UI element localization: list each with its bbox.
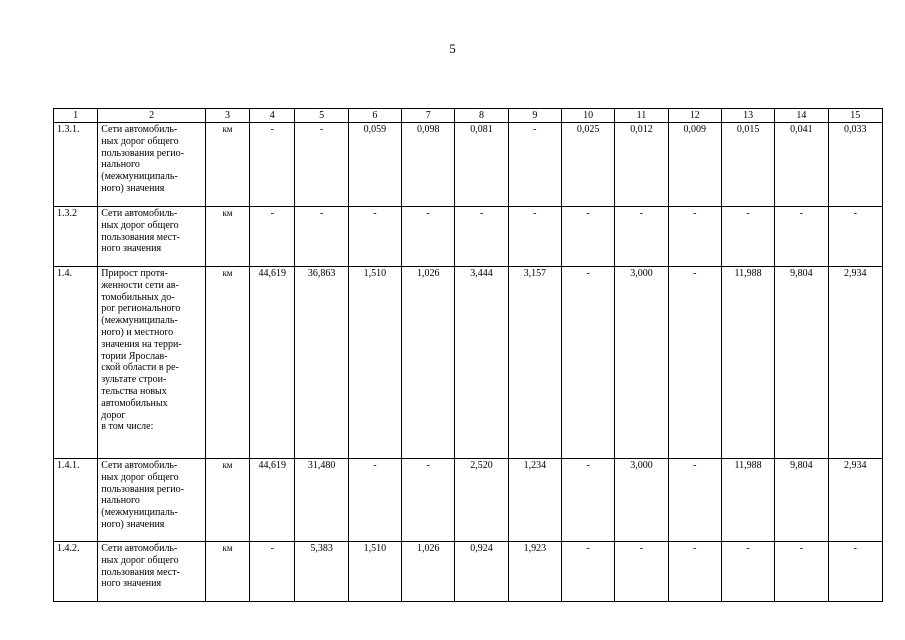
table-cell: 1,026 bbox=[402, 542, 455, 602]
table-cell: 36,863 bbox=[295, 267, 348, 459]
row-unit: км bbox=[205, 542, 249, 602]
table-cell: 0,924 bbox=[455, 542, 508, 602]
table-cell: 0,009 bbox=[668, 123, 721, 207]
table-cell: - bbox=[562, 542, 615, 602]
table-cell: - bbox=[508, 207, 561, 267]
table-cell: - bbox=[250, 542, 295, 602]
column-header: 3 bbox=[205, 109, 249, 123]
table-cell: 1,510 bbox=[348, 542, 401, 602]
row-name: Сети автомобиль- ных дорог общего пользования мест- ного значения bbox=[98, 207, 206, 267]
table-cell: 9,804 bbox=[775, 267, 828, 459]
table-cell: - bbox=[562, 207, 615, 267]
table-cell: 3,444 bbox=[455, 267, 508, 459]
column-header: 12 bbox=[668, 109, 721, 123]
table-cell: 0,081 bbox=[455, 123, 508, 207]
table-cell: - bbox=[615, 207, 668, 267]
column-header: 9 bbox=[508, 109, 561, 123]
table-cell: 11,988 bbox=[721, 267, 774, 459]
column-header: 7 bbox=[402, 109, 455, 123]
table-cell: - bbox=[562, 459, 615, 542]
table-cell: 3,000 bbox=[615, 267, 668, 459]
table-cell: - bbox=[455, 207, 508, 267]
column-header: 10 bbox=[562, 109, 615, 123]
table-cell: - bbox=[775, 207, 828, 267]
column-header: 2 bbox=[98, 109, 206, 123]
table-cell: 9,804 bbox=[775, 459, 828, 542]
table-cell: - bbox=[721, 542, 774, 602]
table-row bbox=[54, 542, 883, 602]
table-cell: 0,098 bbox=[402, 123, 455, 207]
table-cell: - bbox=[348, 207, 401, 267]
row-code: 1.4.1. bbox=[54, 459, 98, 542]
table-cell: 1,510 bbox=[348, 267, 401, 459]
row-unit: км bbox=[205, 267, 249, 459]
table-cell: 0,033 bbox=[828, 123, 882, 207]
table-cell: - bbox=[348, 459, 401, 542]
table-cell: - bbox=[721, 207, 774, 267]
table-cell: - bbox=[668, 542, 721, 602]
table-cell: - bbox=[828, 542, 882, 602]
table-cell: 11,988 bbox=[721, 459, 774, 542]
table-cell: - bbox=[250, 207, 295, 267]
column-header: 11 bbox=[615, 109, 668, 123]
table-cell: 2,934 bbox=[828, 459, 882, 542]
header-row bbox=[54, 109, 883, 123]
row-code: 1.4. bbox=[54, 267, 98, 459]
row-name: Сети автомобиль- ных дорог общего пользования регио- нального (межмуниципаль- ного) значения bbox=[98, 459, 206, 542]
row-code: 1.3.2 bbox=[54, 207, 98, 267]
column-header: 4 bbox=[250, 109, 295, 123]
table-cell: - bbox=[615, 542, 668, 602]
column-header: 13 bbox=[721, 109, 774, 123]
table-cell: 31,480 bbox=[295, 459, 348, 542]
table-row bbox=[54, 267, 883, 459]
column-header: 6 bbox=[348, 109, 401, 123]
column-header: 8 bbox=[455, 109, 508, 123]
table-cell: 0,041 bbox=[775, 123, 828, 207]
table-cell: 5,383 bbox=[295, 542, 348, 602]
table-row bbox=[54, 207, 883, 267]
row-name: Сети автомобиль- ных дорог общего пользования регио- нального (межмуниципаль- ного) значения bbox=[98, 123, 206, 207]
table-cell: - bbox=[402, 459, 455, 542]
table-row bbox=[54, 123, 883, 207]
table-cell: 0,059 bbox=[348, 123, 401, 207]
table-cell: - bbox=[295, 123, 348, 207]
table-cell: 2,520 bbox=[455, 459, 508, 542]
table-cell: 0,015 bbox=[721, 123, 774, 207]
table-cell: - bbox=[775, 542, 828, 602]
table-cell: 0,025 bbox=[562, 123, 615, 207]
row-unit: км bbox=[205, 123, 249, 207]
row-code: 1.4.2. bbox=[54, 542, 98, 602]
indicators-table bbox=[53, 108, 883, 602]
table-row bbox=[54, 459, 883, 542]
row-name: Прирост протя- женности сети ав- томобильных до- рог регионального (межмуниципаль- ного) и местного значения на терри- тории Ярослав- ской области в ре- зультате строи- тельства новых автомобильных дорог в том числе: bbox=[98, 267, 206, 459]
table-cell: 3,157 bbox=[508, 267, 561, 459]
column-header: 14 bbox=[775, 109, 828, 123]
table-cell: 1,923 bbox=[508, 542, 561, 602]
table-cell: 44,619 bbox=[250, 267, 295, 459]
column-header: 15 bbox=[828, 109, 882, 123]
column-header: 5 bbox=[295, 109, 348, 123]
table-cell: - bbox=[402, 207, 455, 267]
table-cell: - bbox=[668, 459, 721, 542]
table-cell: 0,012 bbox=[615, 123, 668, 207]
table-cell: - bbox=[668, 207, 721, 267]
table-cell: - bbox=[250, 123, 295, 207]
column-header: 1 bbox=[54, 109, 98, 123]
table-cell: - bbox=[668, 267, 721, 459]
table-cell: 1,234 bbox=[508, 459, 561, 542]
row-unit: км bbox=[205, 459, 249, 542]
table-cell: 2,934 bbox=[828, 267, 882, 459]
row-code: 1.3.1. bbox=[54, 123, 98, 207]
table-cell: 3,000 bbox=[615, 459, 668, 542]
table-cell: - bbox=[562, 267, 615, 459]
table-cell: - bbox=[828, 207, 882, 267]
row-unit: км bbox=[205, 207, 249, 267]
table-cell: - bbox=[295, 207, 348, 267]
row-name: Сети автомобиль- ных дорог общего пользования мест- ного значения bbox=[98, 542, 206, 602]
page-number: 5 bbox=[449, 41, 456, 56]
table-cell: 44,619 bbox=[250, 459, 295, 542]
table-cell: - bbox=[508, 123, 561, 207]
table-cell: 1,026 bbox=[402, 267, 455, 459]
